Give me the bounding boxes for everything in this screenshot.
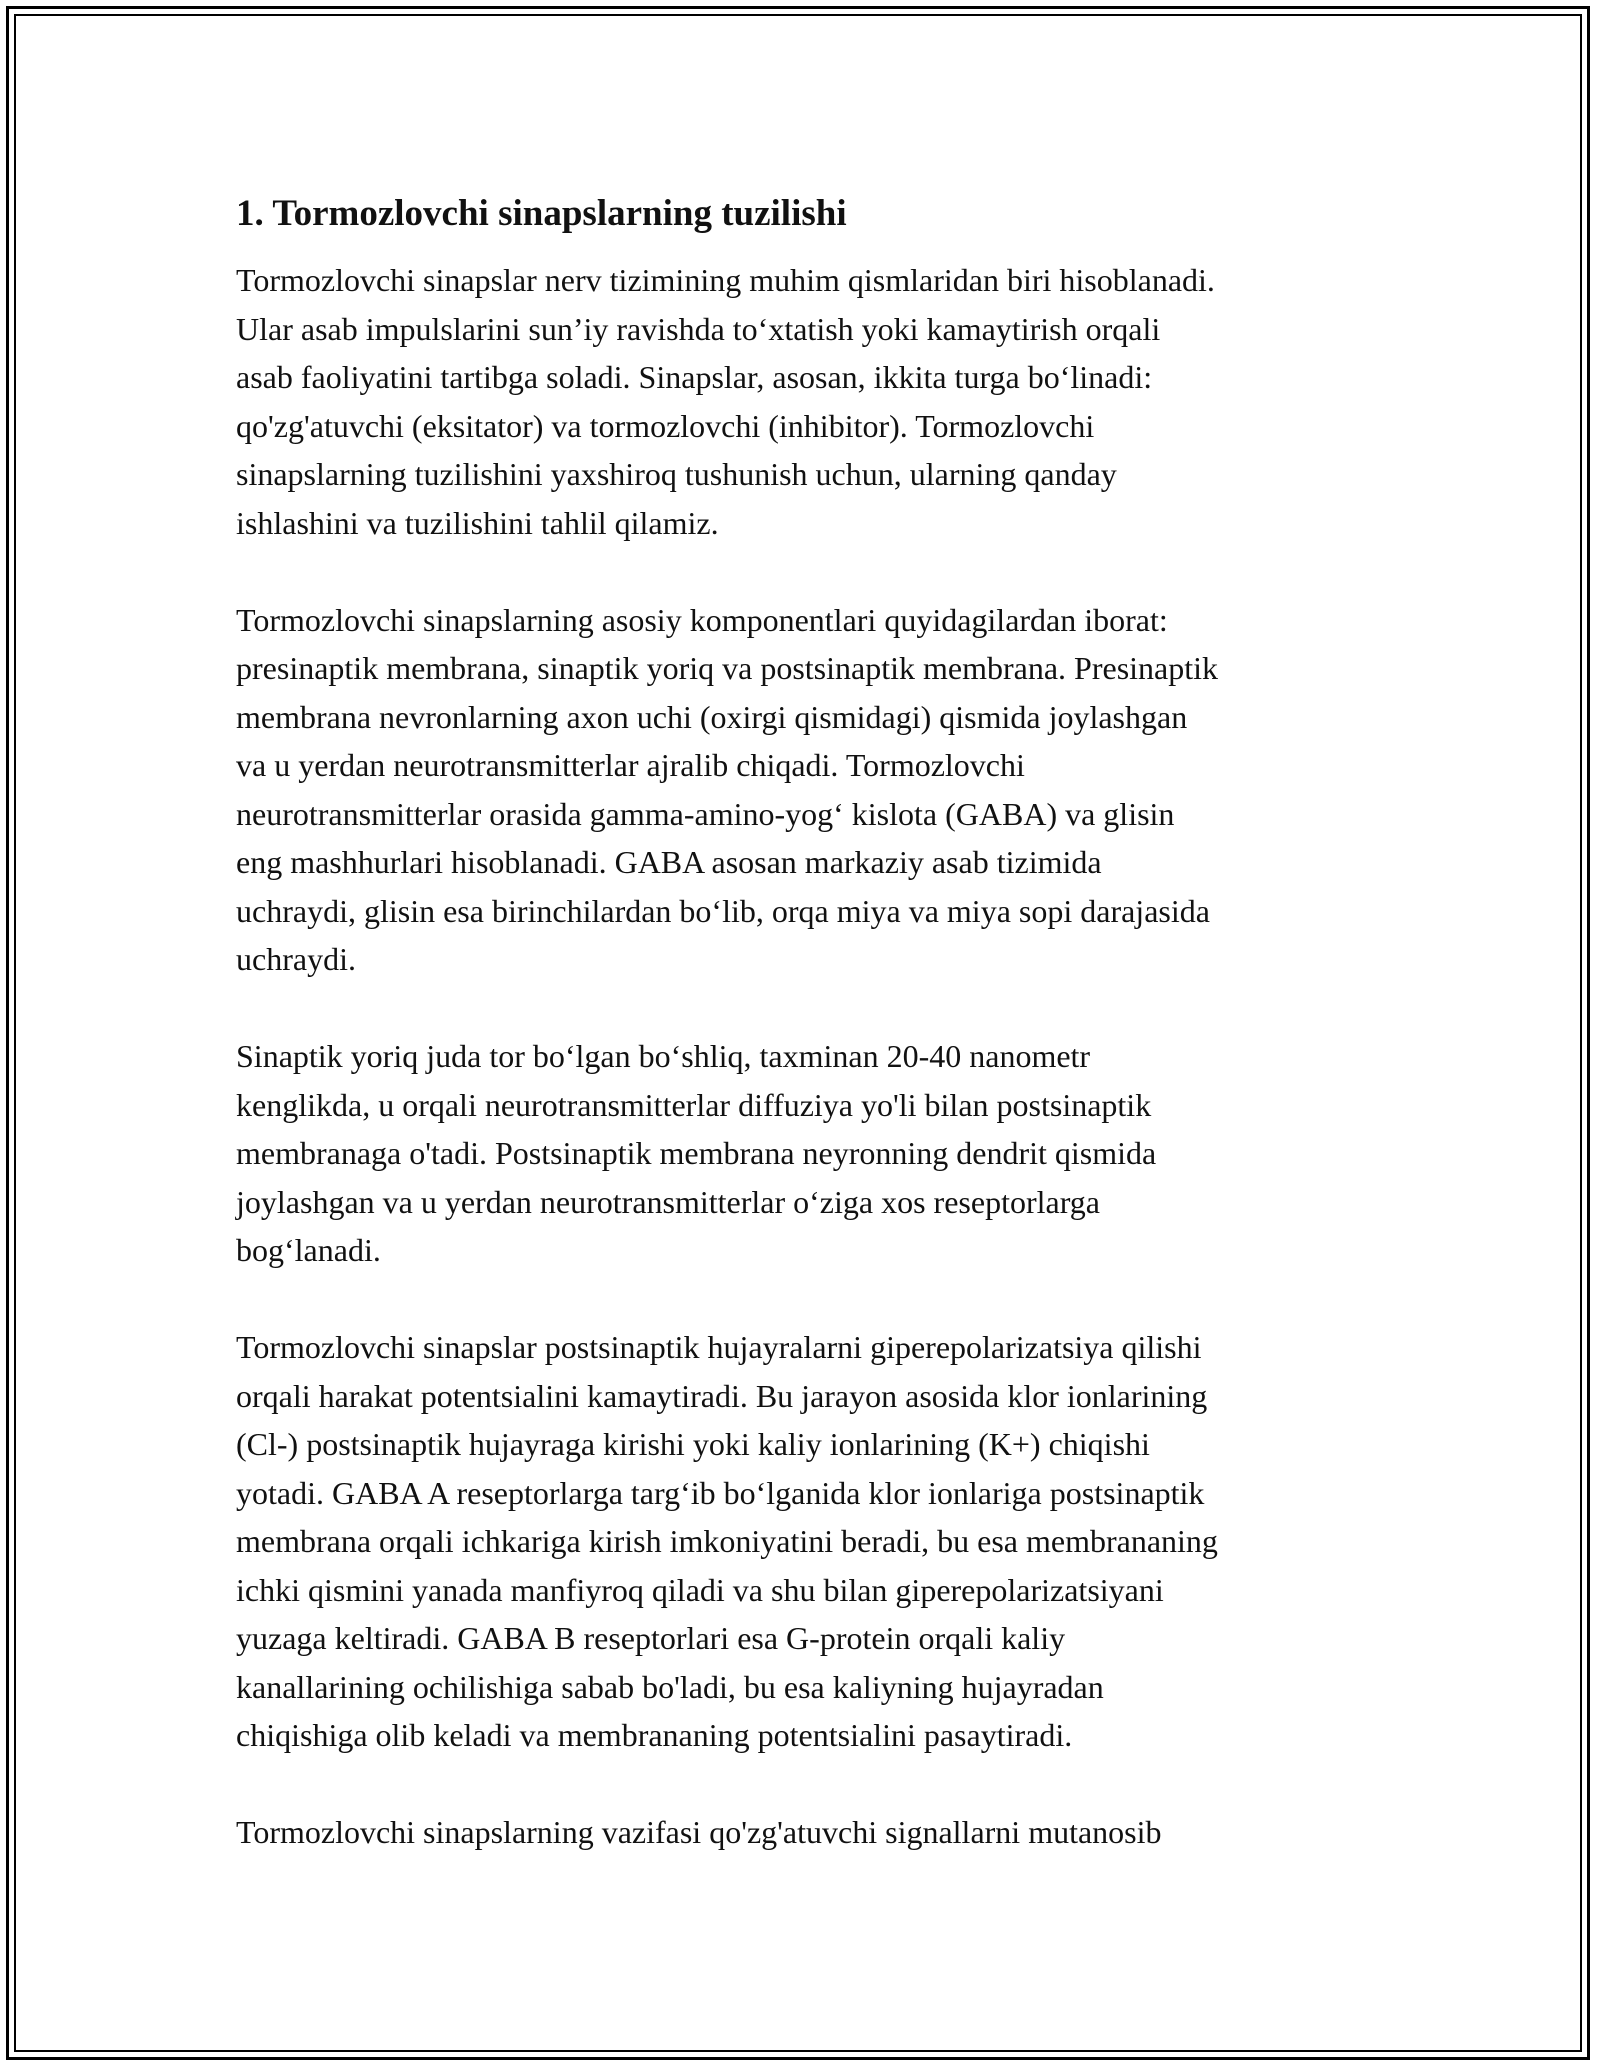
text-line: membranaga o'tadi. Postsinaptik membrana neyronning dendrit qismida xyxy=(236,1135,1157,1171)
text-line: uchraydi. xyxy=(236,941,356,977)
text-line: Ular asab impulslarini sun’iy ravishda to‘xtatish yoki kamaytirish orqali xyxy=(236,310,1161,347)
document-body xyxy=(236,186,1366,1905)
text-line: qo'zg'atuvchi (eksitator) va tormozlovchi (inhibitor). Tormozlovchi xyxy=(236,407,1095,444)
text-line: membrana nevronlarning axon uchi (oxirgi qismidagi) qismida joylashgan xyxy=(236,698,1188,735)
paragraph-1 xyxy=(236,256,1366,547)
text-line: yotadi. GABA A reseptorlarga targ‘ib bo‘lganida klor ionlariga postsinaptik xyxy=(236,1474,1205,1511)
text-line: Tormozlovchi sinapslarning asosiy komponentlari quyidagilardan iborat: xyxy=(236,601,1168,638)
text-line: kanallarining ochilishiga sabab bo'ladi, bu esa kaliyning hujayradan xyxy=(236,1668,1104,1705)
text-line: yuzaga keltiradi. GABA B reseptorlari esa G-protein orqali kaliy xyxy=(236,1620,1066,1656)
paragraph-3 xyxy=(236,1032,1366,1275)
text-line: presinaptik membrana, sinaptik yoriq va postsinaptik membrana. Presinaptik xyxy=(236,650,1219,686)
text-line: neurotransmitterlar orasida gamma-amino-yog‘ kislota (GABA) va glisin xyxy=(236,795,1175,832)
text-line: chiqishiga olib keladi va membrananing potentsialini pasaytiradi. xyxy=(236,1717,1073,1753)
text-line: va u yerdan neurotransmitterlar ajralib chiqadi. Tormozlovchi xyxy=(236,747,1025,783)
text-line: asab faoliyatini tartibga soladi. Sinapslar, asosan, ikkita turga bo‘linadi: xyxy=(236,359,1153,395)
text-line: uchraydi, glisin esa birinchilardan bo‘lib, orqa miya va miya sopi darajasida xyxy=(236,892,1210,929)
paragraph-4 xyxy=(236,1323,1366,1760)
text-line: ichki qismini yanada manfiyroq qiladi va shu bilan giperepolarizatsiyani xyxy=(236,1571,1164,1608)
text-line: Sinaptik yoriq juda tor bo‘lgan bo‘shliq, taxminan 20-40 nanometr xyxy=(236,1038,1091,1074)
paragraph-5 xyxy=(236,1808,1366,1857)
text-line: bog‘lanadi. xyxy=(236,1232,381,1268)
text-line: (Cl-) postsinaptik hujayraga kirishi yoki kaliy ionlarining (K+) chiqishi xyxy=(236,1426,1150,1462)
text-line: membrana orqali ichkariga kirish imkoniyatini beradi, bu esa membrananing xyxy=(236,1523,1218,1559)
text-line: joylashgan va u yerdan neurotransmitterlar o‘ziga xos reseptorlarga xyxy=(236,1183,1100,1220)
text-line: ishlashini va tuzilishini tahlil qilamiz. xyxy=(236,504,719,541)
text-line: eng mashhurlari hisoblanadi. GABA asosan markaziy asab tizimida xyxy=(236,844,1102,880)
text-line: Tormozlovchi sinapslar nerv tizimining muhim qismlaridan biri hisoblanadi. xyxy=(236,262,1215,298)
paragraph-2 xyxy=(236,596,1366,984)
text-line: orqali harakat potentsialini kamaytiradi. Bu jarayon asosida klor ionlarining xyxy=(236,1377,1208,1414)
section-heading: 1. Tormozlovchi sinapslarning tuzilishi xyxy=(236,193,847,234)
text-line: Tormozlovchi sinapslarning vazifasi qo'zg'atuvchi signallarni mutanosib xyxy=(236,1814,1162,1850)
text-line: kenglikda, u orqali neurotransmitterlar diffuziya yo'li bilan postsinaptik xyxy=(236,1086,1152,1123)
text-line: Tormozlovchi sinapslar postsinaptik hujayralarni giperepolarizatsiya qilishi xyxy=(236,1329,1202,1365)
text-line: sinapslarning tuzilishini yaxshiroq tushunish uchun, ularning qanday xyxy=(236,456,1117,492)
